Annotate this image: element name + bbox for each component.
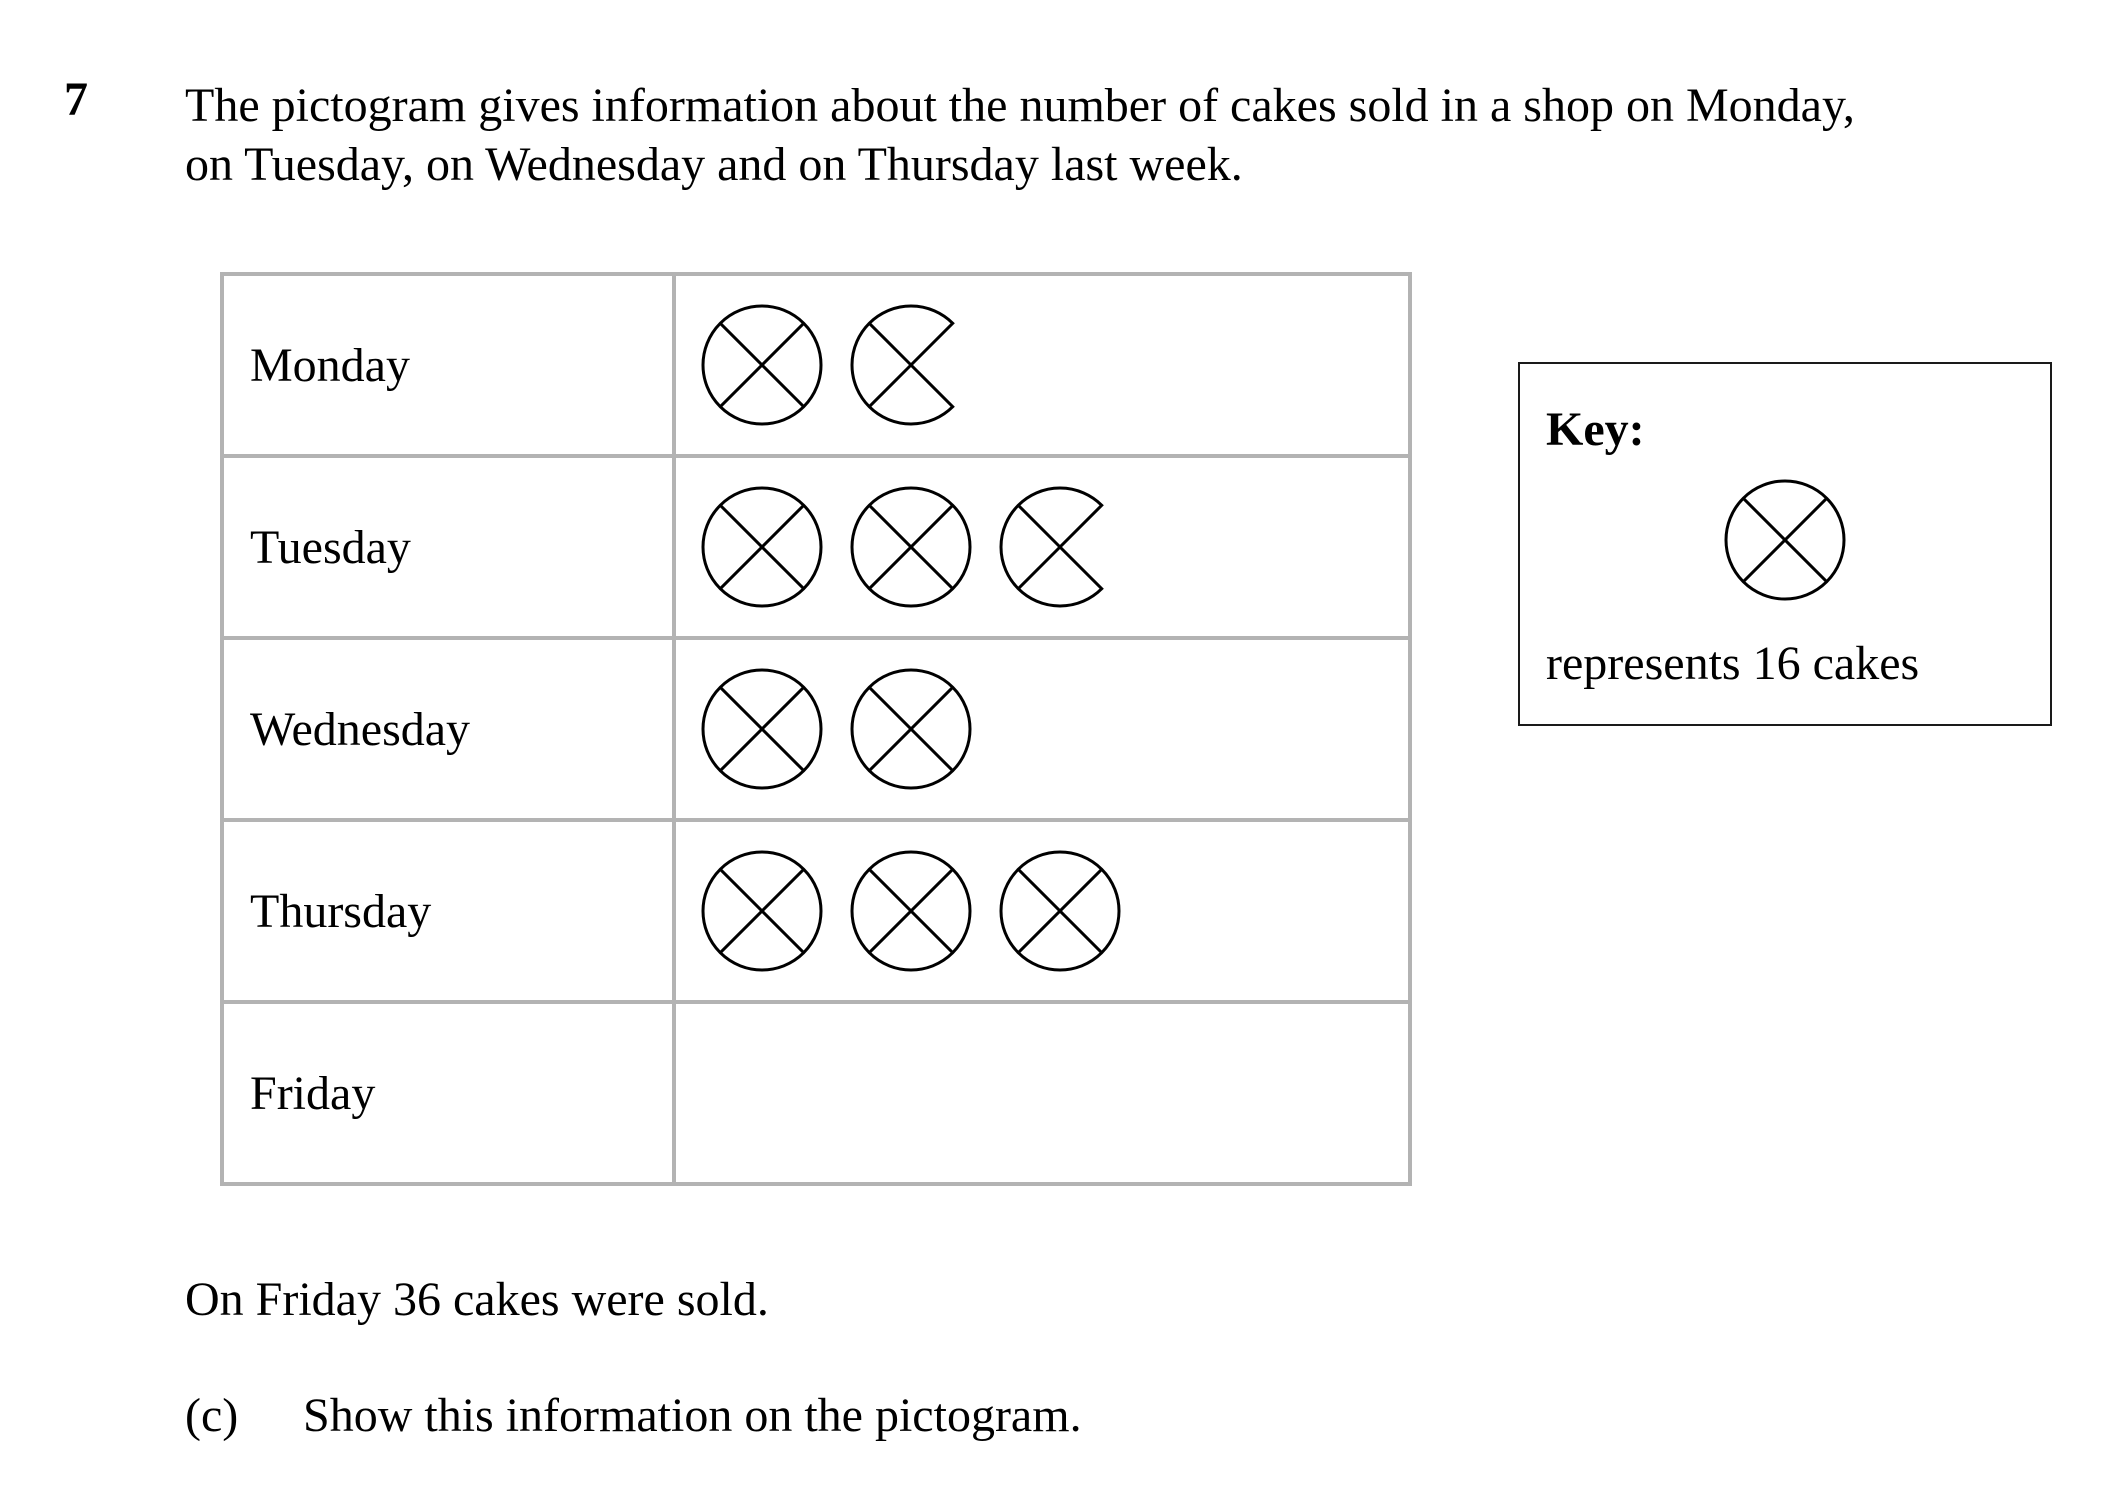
pictogram-table xyxy=(220,272,1412,1186)
pictogram-symbol xyxy=(852,670,970,788)
pictogram-symbol xyxy=(703,306,821,424)
pictogram-symbol xyxy=(703,852,821,970)
key-title: Key: xyxy=(1546,403,1645,456)
pictogram-symbol xyxy=(703,670,821,788)
day-label: Wednesday xyxy=(222,638,674,820)
day-label: Thursday xyxy=(222,820,674,1002)
symbol-row-tuesday xyxy=(700,485,1400,609)
pictogram-symbol xyxy=(852,852,970,970)
symbol-row-friday xyxy=(700,1031,1400,1155)
pictogram-row xyxy=(222,638,1410,820)
part-label: (c) xyxy=(185,1389,239,1442)
pictogram-row xyxy=(222,274,1410,456)
pictogram-symbol xyxy=(852,306,953,424)
friday-note: On Friday 36 cakes were sold. xyxy=(185,1273,769,1326)
symbol-row-thursday xyxy=(700,849,1400,973)
pictogram-symbol xyxy=(1001,488,1102,606)
symbol-cell xyxy=(674,274,1410,456)
symbol-cell xyxy=(674,638,1410,820)
intro-line-2: on Tuesday, on Wednesday and on Thursday last week. xyxy=(185,138,1243,191)
day-label: Monday xyxy=(222,274,674,456)
intro-line-1: The pictogram gives information about the number of cakes sold in a shop on Monday, xyxy=(185,79,1855,132)
symbol-row-wednesday xyxy=(700,667,1400,791)
day-label: Tuesday xyxy=(222,456,674,638)
pictogram-row xyxy=(222,456,1410,638)
symbol-cell xyxy=(674,456,1410,638)
question-number: 7 xyxy=(64,73,88,126)
pictogram-symbol xyxy=(703,488,821,606)
pictogram-row xyxy=(222,1002,1410,1184)
part-instruction: Show this information on the pictogram. xyxy=(303,1389,1082,1442)
key-text: represents 16 cakes xyxy=(1546,637,1920,690)
circle-cross-icon xyxy=(1723,478,1847,602)
pictogram-symbol xyxy=(1001,852,1119,970)
symbol-cell xyxy=(674,820,1410,1002)
pictogram-symbol xyxy=(852,488,970,606)
day-label: Friday xyxy=(222,1002,674,1184)
symbol-cell-answer[interactable] xyxy=(674,1002,1410,1184)
pictogram-row xyxy=(222,820,1410,1002)
symbol-row-monday xyxy=(700,303,1400,427)
question-intro xyxy=(185,76,2085,194)
key-box xyxy=(1518,362,2052,726)
